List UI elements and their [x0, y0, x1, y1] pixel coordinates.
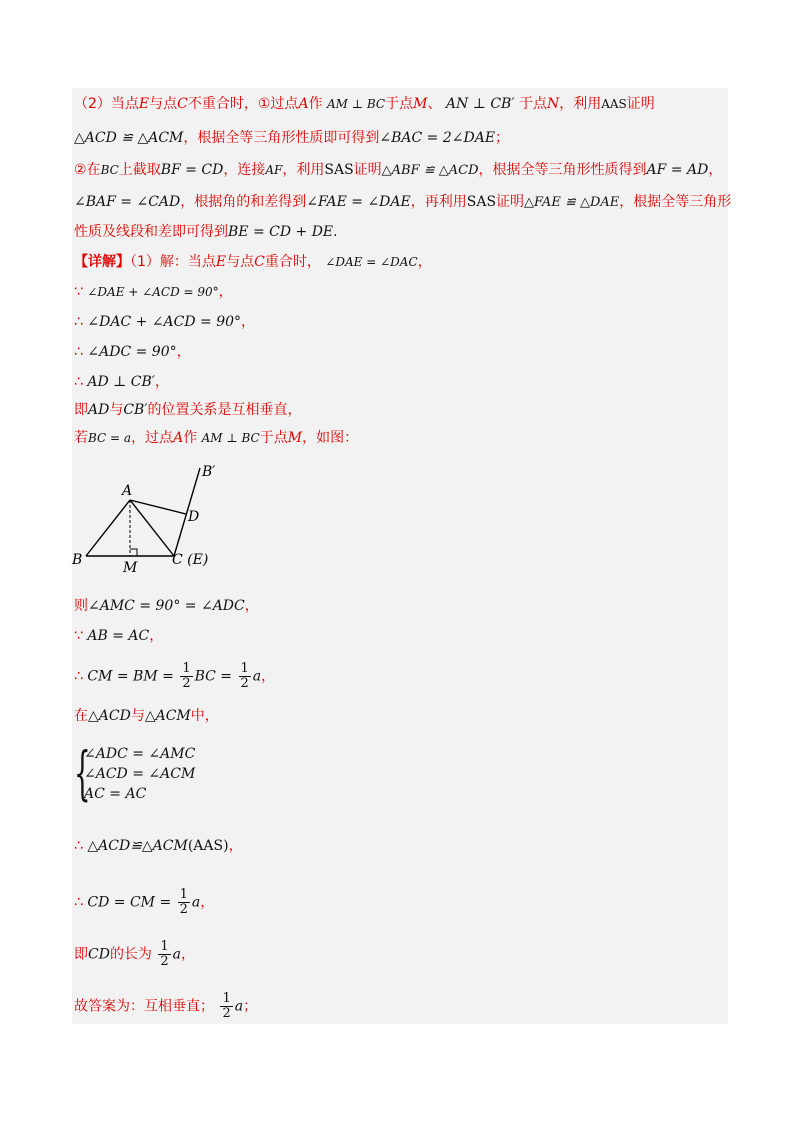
text: ，连接	[223, 162, 266, 178]
math: CD	[88, 946, 110, 963]
text: ，	[181, 946, 196, 963]
segment-ac	[130, 500, 174, 556]
text: ，利用	[282, 162, 325, 178]
therefore-symbol: ∴	[74, 344, 83, 360]
text: 于点	[385, 96, 414, 112]
math: AD	[88, 402, 110, 418]
math: CD = CM =	[87, 894, 172, 911]
math: SAS	[324, 162, 354, 178]
text: ，根据全等三角形性质即可得到	[183, 130, 380, 146]
math: ∠BAC = 2∠DAE	[379, 130, 496, 146]
line-3	[74, 160, 722, 181]
segment-ad	[130, 500, 186, 514]
text: ，	[149, 628, 164, 644]
therefore-symbol: ∴	[74, 314, 83, 330]
math: ∠DAE = ∠DAC	[325, 255, 418, 269]
text: 上截取	[118, 162, 161, 178]
congruence-conditions	[74, 739, 254, 808]
math: A	[298, 96, 309, 112]
text: ，利用	[559, 96, 602, 112]
brace: {	[74, 739, 91, 807]
label-b-prime: B′	[202, 464, 216, 480]
text: 作	[183, 430, 198, 446]
math: a	[252, 668, 262, 685]
math: (AAS)	[187, 838, 229, 854]
answer-text: 故答案为：互相垂直；	[74, 998, 214, 1015]
segment-ab	[86, 500, 130, 556]
line-1	[74, 94, 655, 114]
math: BC	[100, 163, 119, 177]
text: ，根据全等三角形	[619, 194, 732, 210]
condition-2: ∠ACD = ∠ACM	[84, 766, 196, 782]
line-11	[74, 400, 302, 420]
therefore-symbol: ∴	[74, 838, 83, 854]
text: 即	[74, 946, 88, 963]
math: M	[413, 96, 428, 112]
label-a: A	[122, 483, 133, 499]
line-2	[74, 128, 509, 148]
text: 证明	[626, 96, 655, 112]
math: ∠ADC = 90°	[87, 344, 177, 360]
text: ，如图：	[302, 430, 359, 446]
math: N	[546, 96, 560, 112]
text: ②在	[74, 162, 101, 178]
line-6	[74, 252, 432, 272]
text: ；	[243, 998, 258, 1015]
text: .	[333, 224, 338, 240]
line-5	[74, 222, 338, 242]
fraction-half: $\frac{1}{2}$	[240, 661, 249, 691]
math: C	[254, 254, 265, 270]
text: ，根据角的和差得到	[180, 194, 307, 210]
therefore-symbol: ∴	[74, 894, 83, 911]
text: ，	[708, 162, 723, 178]
text: 与	[130, 708, 145, 724]
text: 于点	[259, 430, 288, 446]
text: 的长为	[109, 946, 152, 963]
math: C	[177, 96, 188, 112]
line-15	[74, 662, 275, 691]
fraction-half: $\frac{1}{2}$	[222, 991, 231, 1021]
fraction-half: $\frac{1}{2}$	[160, 939, 169, 969]
label-m: M	[123, 560, 138, 576]
line-14	[74, 626, 163, 646]
text: 在	[74, 708, 88, 724]
line-16	[74, 706, 219, 726]
math: △ACD ≌ △ACM	[74, 130, 184, 146]
text: 与点	[226, 254, 255, 270]
math: AN ⊥ CB′	[445, 96, 515, 112]
line-18	[74, 888, 214, 917]
text: ，	[200, 894, 215, 911]
text: 即	[74, 402, 88, 418]
text: （1）解：当点	[130, 254, 216, 270]
text: ，	[154, 374, 169, 390]
math: BC =	[194, 668, 233, 685]
text: （2）当点	[74, 96, 139, 112]
because-symbol: ∵	[74, 628, 83, 644]
text: 重合时，	[264, 254, 321, 270]
text: 的位置关系是互相垂直，	[147, 402, 302, 418]
text: ，	[218, 284, 233, 300]
therefore-symbol: ∴	[74, 668, 83, 685]
math: △ACD≌△ACM	[87, 838, 188, 854]
line-20	[74, 992, 257, 1021]
math: a	[172, 946, 182, 963]
text: 证明	[496, 194, 525, 210]
math: a	[234, 998, 244, 1015]
fraction-half: $\frac{1}{2}$	[182, 661, 191, 691]
line-9	[74, 342, 191, 362]
math: M	[287, 430, 303, 446]
math: ∠FAE = ∠DAE	[306, 194, 411, 210]
text: 与点	[149, 96, 178, 112]
math: CB′	[123, 402, 148, 418]
text: 、	[427, 96, 442, 112]
text: ，	[261, 668, 276, 685]
math: △FAE ≌ △DAE	[524, 195, 620, 210]
label-b: B	[72, 552, 83, 568]
text: ，	[228, 838, 243, 854]
math: SAS	[466, 194, 497, 210]
math: BC = a	[88, 431, 132, 445]
math: AD ⊥ CB′	[87, 374, 155, 390]
math: ∠BAF = ∠CAD	[74, 194, 181, 210]
math: BF = CD	[160, 162, 224, 178]
text: 作	[308, 96, 323, 112]
text: 证明	[353, 162, 382, 178]
line-19	[74, 940, 195, 969]
text: ；	[495, 130, 510, 146]
fraction-half: $\frac{1}{2}$	[179, 887, 188, 917]
right-angle-mark	[130, 549, 137, 556]
line-4	[74, 192, 731, 213]
because-symbol: ∵	[74, 284, 83, 300]
math: CM = BM =	[87, 668, 174, 685]
math: AF = AD	[646, 162, 709, 178]
line-10	[74, 372, 169, 392]
text: ，再利用	[410, 194, 467, 210]
geometry-figure	[60, 458, 230, 583]
math: AF	[265, 163, 283, 177]
math: ∠DAE + ∠ACD = 90°	[87, 285, 219, 299]
math: △ACD	[88, 708, 131, 724]
text: ，	[176, 344, 191, 360]
math: AM ⊥ BC	[327, 97, 386, 111]
line-13	[74, 596, 259, 616]
math: △ABF ≌ △ACD	[381, 163, 479, 178]
line-8	[74, 312, 255, 332]
text: 中，	[190, 708, 219, 724]
therefore-symbol: ∴	[74, 374, 83, 390]
text: ，	[244, 598, 259, 614]
label-d: D	[188, 509, 200, 525]
text: 性质及线段和差即可得到	[74, 224, 228, 240]
math: AB = AC	[87, 628, 150, 644]
line-12	[74, 428, 358, 448]
math: ∠DAC + ∠ACD = 90°	[87, 314, 242, 330]
math: BE = CD + DE	[228, 224, 334, 240]
text: ，	[241, 314, 256, 330]
text: 与	[109, 402, 124, 418]
text: 若	[74, 430, 88, 446]
condition-3: AC = AC	[84, 786, 147, 802]
label-c-e: C (E)	[172, 552, 209, 568]
math: AAS	[601, 97, 627, 111]
math: a	[191, 894, 201, 911]
math: ∠AMC = 90° = ∠ADC	[88, 598, 245, 614]
math: AM ⊥ BC	[201, 431, 260, 445]
math: △ACM	[144, 708, 191, 724]
text: 则	[74, 598, 88, 614]
text: 不重合时，①过点	[187, 96, 299, 112]
text: ，	[417, 254, 432, 270]
text: ，根据全等三角形性质得到	[478, 162, 647, 178]
line-17	[74, 836, 243, 856]
detail-heading: 【详解】	[74, 254, 130, 270]
math: A	[173, 430, 184, 446]
text: ，过点	[131, 430, 174, 446]
math: E	[215, 254, 227, 270]
text: 于点	[518, 96, 547, 112]
math: E	[138, 96, 150, 112]
condition-1: ∠ADC = ∠AMC	[84, 746, 196, 762]
line-7	[74, 282, 233, 302]
